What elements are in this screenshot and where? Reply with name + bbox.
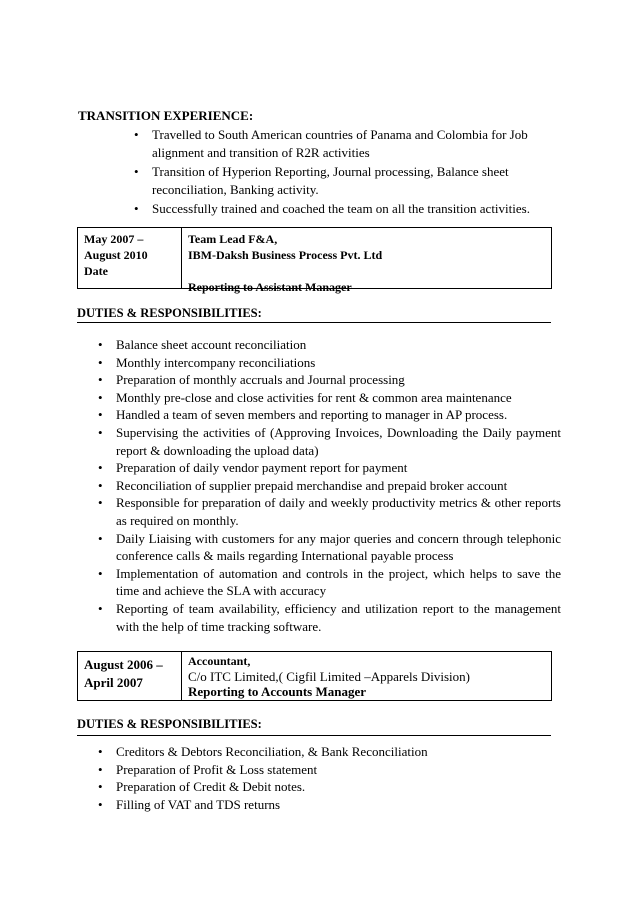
section-divider	[77, 322, 551, 323]
transition-heading: TRANSITION EXPERIENCE:	[78, 108, 254, 123]
list-item: • Monthly intercompany reconciliations	[98, 354, 316, 370]
bullet-icon: •	[98, 565, 103, 581]
transition-list	[134, 126, 564, 219]
list-item: • Transition of Hyperion Reporting, Journal processing, Balance sheet reconciliation, Banking activity.	[134, 164, 509, 197]
list-item: • Supervising the activities of (Approving Invoices, Downloading the Daily payment report & downloading the upload data)	[98, 424, 561, 458]
duties-heading: DUTIES & RESPONSIBILITIES:	[77, 717, 262, 731]
job-role: Accountant, C/o ITC Limited,( Cigfil Limited –Apparels Division) Reporting to Accounts Manager	[188, 654, 470, 699]
bullet-icon: •	[98, 744, 103, 759]
bullet-icon: •	[98, 389, 103, 405]
bullet-icon: •	[98, 761, 103, 777]
bullet-icon: •	[134, 164, 139, 179]
list-item: • Successfully trained and coached the team on all the transition activities.	[134, 201, 530, 216]
list-item: • Monthly pre-close and close activities for rent & common area maintenance	[98, 389, 512, 405]
job-box-ibm	[77, 227, 552, 294]
list-item: • Daily Liaising with customers for any major queries and concern through telephonic conference calls & mails regarding International payable process	[98, 530, 561, 564]
job-box-itc	[77, 651, 552, 701]
bullet-icon: •	[98, 354, 103, 370]
bullet-icon: •	[98, 407, 103, 423]
list-item: • Preparation of Profit & Loss statement	[98, 761, 318, 777]
list-item: • Travelled to South American countries of Panama and Colombia for Job alignment and transition of R2R activities	[134, 127, 528, 160]
job-dates: May 2007 – August 2010 Date	[84, 232, 148, 278]
bullet-icon: •	[98, 495, 103, 511]
duties-list	[98, 743, 561, 813]
list-item: • Reconciliation of supplier prepaid merchandise and prepaid broker account	[98, 477, 508, 493]
list-item: • Creditors & Debtors Reconciliation, & Bank Reconciliation	[98, 744, 428, 759]
list-item: • Filling of VAT and TDS returns	[98, 796, 281, 812]
bullet-icon: •	[134, 127, 139, 142]
list-item: • Implementation of automation and controls in the project, which helps to save the time and achieve the SLA with accuracy	[98, 565, 561, 599]
bullet-icon: •	[98, 460, 103, 476]
bullet-icon: •	[98, 477, 103, 493]
list-item: • Balance sheet account reconciliation	[98, 337, 307, 352]
box-divider	[181, 228, 182, 288]
list-item: • Responsible for preparation of daily and weekly productivity metrics & other reports as required on monthly.	[98, 495, 561, 528]
bullet-icon: •	[98, 337, 103, 352]
job-dates: August 2006 – April 2007	[84, 657, 163, 690]
section-divider	[77, 735, 551, 736]
list-item: • Preparation of monthly accruals and Journal processing	[98, 372, 405, 388]
bullet-icon: •	[134, 201, 139, 216]
job-role: Team Lead F&A, IBM-Daksh Business Process Pvt. Ltd Reporting to Assistant Manager	[188, 232, 383, 294]
bullet-icon: •	[98, 372, 103, 388]
list-item: • Preparation of daily vendor payment report for payment	[98, 460, 408, 476]
list-item: • Reporting of team availability, efficiency and utilization report to the management with the help of time tracking software.	[98, 600, 561, 634]
box-divider	[181, 652, 182, 700]
list-item: • Preparation of Credit & Debit notes.	[98, 779, 306, 795]
duties-list	[98, 336, 561, 635]
bullet-icon: •	[98, 796, 103, 812]
list-item: • Handled a team of seven members and reporting to manager in AP process.	[98, 407, 508, 423]
bullet-icon: •	[98, 424, 103, 440]
bullet-icon: •	[98, 779, 103, 795]
duties-heading: DUTIES & RESPONSIBILITIES:	[77, 306, 262, 320]
bullet-icon: •	[98, 530, 103, 546]
bullet-icon: •	[98, 600, 103, 616]
